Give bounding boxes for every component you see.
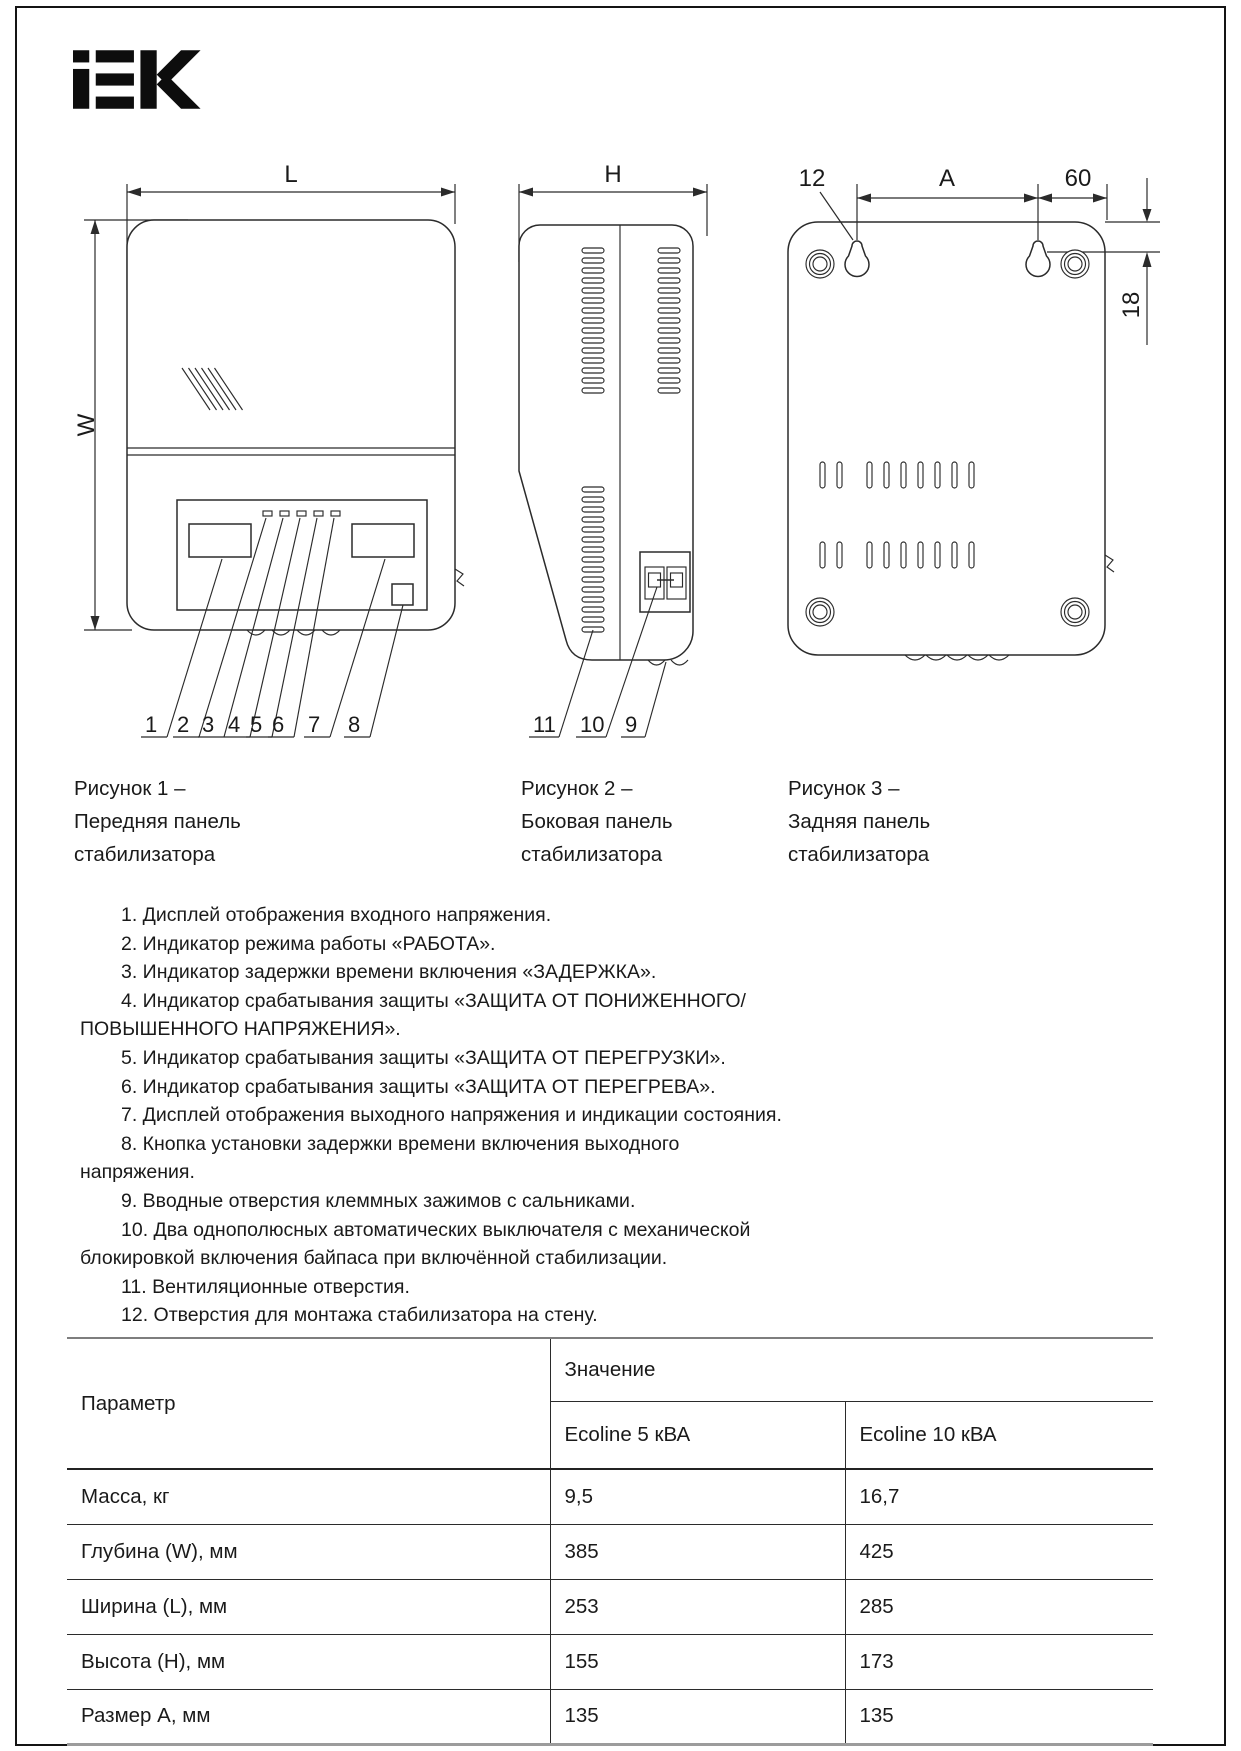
callout-6: 6	[272, 712, 285, 737]
callout-5: 5	[250, 712, 263, 737]
vent-slots-lower	[582, 487, 604, 632]
dim-label-18: 18	[1118, 291, 1145, 319]
legend-line-6: 6. Индикатор срабатывания защиты «ЗАЩИТА ОТ ПЕРЕГРЕВА».	[121, 1075, 716, 1098]
spec-table	[67, 1337, 1153, 1746]
callout-10: 10	[580, 712, 605, 737]
dim-label-H: H	[604, 161, 622, 188]
figure2-caption-line: Боковая панель	[521, 810, 673, 833]
figure1-caption-line: Рисунок 1 –	[74, 777, 186, 800]
figure3-rear-panel-drawing	[690, 140, 1230, 760]
figure2-caption-line: Рисунок 2 –	[521, 777, 633, 800]
dim-label-W: W	[73, 413, 100, 437]
input-voltage-display	[189, 524, 251, 557]
dim-label-A: A	[938, 165, 956, 192]
stabilizer-rear-body	[788, 222, 1105, 655]
param-header-cell: Параметр	[67, 1338, 550, 1469]
value-cell: 135	[845, 1689, 1153, 1744]
callout-8: 8	[348, 712, 361, 737]
legend-line-5: 5. Индикатор срабатывания защиты «ЗАЩИТА ОТ ПЕРЕГРУЗКИ».	[121, 1046, 726, 1069]
figure2-callout-numbers	[533, 712, 637, 737]
table-row	[67, 1689, 1153, 1744]
callout-2: 2	[177, 712, 190, 737]
legend-line-11: 11. Вентиляционные отверстия.	[121, 1275, 410, 1298]
figure1-front-panel-drawing	[70, 140, 470, 760]
param-cell: Высота (H), мм	[67, 1634, 550, 1689]
dim-60	[1038, 165, 1107, 220]
output-voltage-display	[352, 524, 414, 557]
callout-1: 1	[145, 712, 158, 737]
legend-line-10-cont: блокировкой включения байпаса при включённой стабилизации.	[80, 1247, 668, 1270]
figure1-caption	[74, 772, 314, 871]
legend-line-10: 10. Два однополюсных автоматических выключателя с механической	[121, 1218, 751, 1241]
dim-label-L: L	[284, 161, 298, 188]
model-header-ecoline5: Ecoline 5 кВА	[550, 1401, 845, 1469]
figure1-callout-numbers	[145, 712, 360, 737]
side-latch	[1105, 555, 1114, 572]
value-cell: 173	[845, 1634, 1153, 1689]
logo-e-bar	[96, 97, 134, 109]
callout-4: 4	[228, 712, 241, 737]
figure3-caption-line: стабилизатора	[788, 843, 930, 866]
value-cell: 135	[550, 1689, 845, 1744]
delay-set-button-drawing	[392, 584, 413, 605]
legend-line-2: 2. Индикатор режима работы «РАБОТА».	[121, 932, 496, 955]
iek-logo	[73, 50, 203, 109]
logo-i-dot	[73, 50, 89, 62]
param-cell: Размер А, мм	[67, 1689, 550, 1744]
value-cell: 385	[550, 1524, 845, 1579]
callout-7: 7	[308, 712, 321, 737]
legend-line-3: 3. Индикатор задержки времени включения «ЗАДЕРЖКА».	[121, 961, 657, 984]
figure1-caption-line: Передняя панель	[74, 810, 241, 833]
dim-label-12: 12	[798, 165, 826, 192]
table-row	[67, 1524, 1153, 1579]
legend-line-4: 4. Индикатор срабатывания защиты «ЗАЩИТА ОТ ПОНИЖЕННОГО/	[121, 989, 746, 1012]
figure3-caption	[788, 772, 1028, 871]
logo-k-arm	[157, 75, 201, 109]
callout-9: 9	[625, 712, 638, 737]
legend-line-8-cont: напряжения.	[80, 1161, 195, 1184]
component-legend	[80, 901, 1160, 1330]
figure2-caption-line: стабилизатора	[521, 843, 663, 866]
param-cell: Ширина (L), мм	[67, 1579, 550, 1634]
value-cell: 16,7	[845, 1469, 1153, 1524]
value-cell: 425	[845, 1524, 1153, 1579]
table-header-row	[67, 1338, 1153, 1401]
legend-line-1: 1. Дисплей отображения входного напряжения.	[121, 904, 552, 926]
value-header-cell: Значение	[550, 1338, 1153, 1401]
callout-3: 3	[202, 712, 215, 737]
param-cell: Глубина (W), мм	[67, 1524, 550, 1579]
figure2-caption	[521, 772, 761, 871]
callout-11: 11	[533, 712, 556, 737]
legend-line-4-cont: ПОВЫШЕННОГО НАПРЯЖЕНИЯ».	[80, 1018, 401, 1041]
dim-label-60: 60	[1064, 165, 1092, 192]
value-cell: 155	[550, 1634, 845, 1689]
figure3-caption-line: Рисунок 3 –	[788, 777, 900, 800]
table-row	[67, 1634, 1153, 1689]
table-row	[67, 1469, 1153, 1524]
table-row	[67, 1579, 1153, 1634]
model-header-ecoline10: Ecoline 10 кВА	[845, 1401, 1153, 1469]
legend-line-8: 8. Кнопка установки задержки времени включения выходного	[121, 1132, 680, 1155]
value-cell: 253	[550, 1579, 845, 1634]
legend-line-12: 12. Отверстия для монтажа стабилизатора на стену.	[121, 1304, 598, 1327]
param-cell: Масса, кг	[67, 1469, 550, 1524]
circuit-breakers	[640, 552, 690, 612]
figure1-caption-line: стабилизатора	[74, 843, 216, 866]
logo-e-bar	[96, 73, 134, 85]
value-cell: 285	[845, 1579, 1153, 1634]
figure3-caption-line: Задняя панель	[788, 810, 931, 833]
value-cell: 9,5	[550, 1469, 845, 1524]
logo-k-stem	[140, 50, 156, 109]
legend-line-9: 9. Вводные отверстия клеммных зажимов с сальниками.	[121, 1189, 636, 1212]
logo-i-body	[73, 69, 89, 109]
legend-line-7: 7. Дисплей отображения выходного напряжения и индикации состояния.	[121, 1104, 782, 1127]
logo-e-bar	[96, 50, 134, 62]
figure2-side-panel-drawing	[460, 140, 720, 760]
